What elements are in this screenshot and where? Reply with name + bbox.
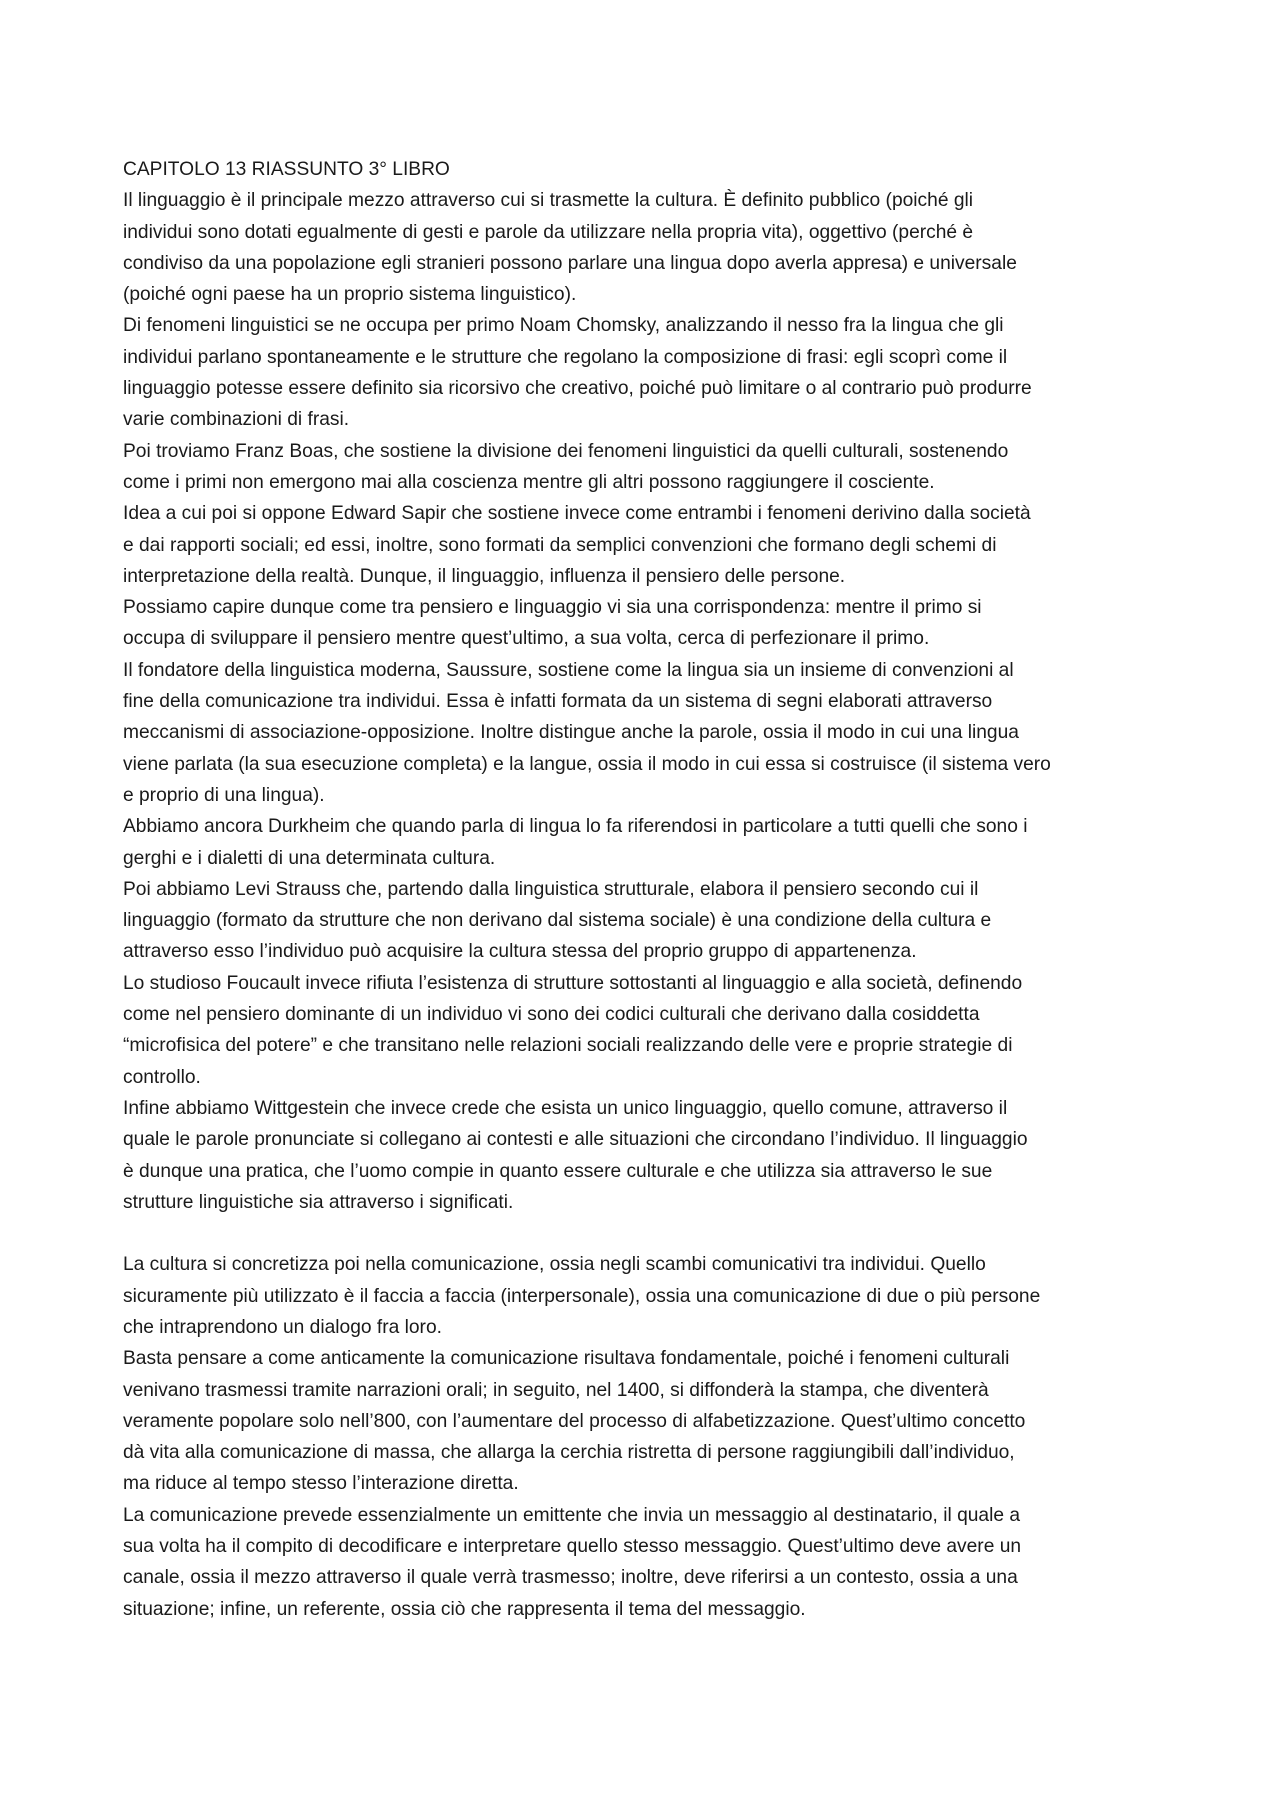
text-line: “microfisica del potere” e che transitano nelle relazioni sociali realizzando delle vere e proprie strategie di [123, 1035, 1013, 1057]
text-line: che intraprendono un dialogo fra loro. [123, 1316, 442, 1338]
text-line: fine della comunicazione tra individui. Essa è infatti formata da un sistema di segni elaborati attraverso [123, 691, 993, 713]
text-line: venivano trasmessi tramite narrazioni orali; in seguito, nel 1400, si diffonderà la stampa, che diventerà [123, 1379, 989, 1401]
text-line: Poi abbiamo Levi Strauss che, partendo dalla linguistica strutturale, elabora il pensiero secondo cui il [123, 878, 979, 900]
paragraph-gap [123, 1218, 1168, 1249]
text-line: dà vita alla comunicazione di massa, che allarga la cerchia ristretta di persone raggiungibili dall’individuo, [123, 1442, 1015, 1464]
text-line: occupa di sviluppare il pensiero mentre quest’ultimo, a sua volta, cerca di perfezionare il primo. [123, 628, 930, 650]
text-line: strutture linguistiche sia attraverso i significati. [123, 1191, 514, 1213]
text-line: quale le parole pronunciate si collegano ai contesti e alle situazioni che circondano l’individuo. Il linguaggio [123, 1129, 1028, 1151]
text-line: veramente popolare solo nell’800, con l’aumentare del processo di alfabetizzazione. Quest’ultimo concetto [123, 1410, 1026, 1432]
text-line: sicuramente più utilizzato è il faccia a faccia (interpersonale), ossia una comunicazione di due o più persone [123, 1285, 1041, 1307]
text-line: Lo studioso Foucault invece rifiuta l’esistenza di strutture sottostanti al linguaggio e alla società, definendo [123, 972, 1023, 994]
text-line: e dai rapporti sociali; ed essi, inoltre, sono formati da semplici convenzioni che formano degli schemi di [123, 534, 997, 556]
text-line: Poi troviamo Franz Boas, che sostiene la divisione dei fenomeni linguistici da quelli culturali, sostenendo [123, 440, 1009, 462]
text-line: controllo. [123, 1066, 201, 1088]
text-line: canale, ossia il mezzo attraverso il quale verrà trasmesso; inoltre, deve riferirsi a un contesto, ossia a una [123, 1567, 1018, 1589]
text-line: e proprio di una lingua). [123, 784, 325, 806]
text-line: situazione; infine, un referente, ossia ciò che rappresenta il tema del messaggio. [123, 1598, 806, 1620]
text-line: individui parlano spontaneamente e le strutture che regolano la composizione di frasi: egli scoprì come il [123, 346, 1008, 368]
text-line: sua volta ha il compito di decodificare e interpretare quello stesso messaggio. Quest’ultimo deve avere un [123, 1536, 1022, 1558]
text-line: varie combinazioni di frasi. [123, 409, 350, 431]
document-title: CAPITOLO 13 RIASSUNTO 3° LIBRO [123, 159, 450, 180]
text-line: come nel pensiero dominante di un individuo vi sono dei codici culturali che derivano dalla cosiddetta [123, 1004, 980, 1026]
text-line: linguaggio potesse essere definito sia ricorsivo che creativo, poiché può limitare o al contrario può produrre [123, 378, 1032, 400]
text-line: come i primi non emergono mai alla coscienza mentre gli altri possono raggiungere il cosciente. [123, 471, 935, 493]
text-line: Il linguaggio è il principale mezzo attraverso cui si trasmette la cultura. È definito pubblico (poiché gli [123, 190, 974, 212]
text-line: Idea a cui poi si oppone Edward Sapir che sostiene invece come entrambi i fenomeni derivino dalla società [123, 503, 1031, 525]
text-line: La comunicazione prevede essenzialmente un emittente che invia un messaggio al destinatario, il quale a [123, 1504, 1021, 1526]
text-line: è dunque una pratica, che l’uomo compie in quanto essere culturale e che utilizza sia attraverso le sue [123, 1160, 993, 1182]
text-line: Di fenomeni linguistici se ne occupa per primo Noam Chomsky, analizzando il nesso fra la lingua che gli [123, 315, 1004, 337]
document-page [123, 154, 1168, 1625]
text-line: ma riduce al tempo stesso l’interazione diretta. [123, 1473, 519, 1495]
text-line: gerghi e i dialetti di una determinata cultura. [123, 847, 496, 869]
text-line: Infine abbiamo Wittgestein che invece crede che esista un unico linguaggio, quello comune, attraverso il [123, 1097, 1008, 1119]
text-line: individui sono dotati egualmente di gesti e parole da utilizzare nella propria vita), oggettivo (perché è [123, 221, 974, 243]
text-line: (poiché ogni paese ha un proprio sistema linguistico). [123, 284, 577, 306]
text-line: viene parlata (la sua esecuzione completa) e la langue, ossia il modo in cui essa si costruisce (il sistema vero [123, 753, 1051, 775]
text-line: linguaggio (formato da strutture che non derivano dal sistema sociale) è una condizione della cultura e [123, 910, 992, 932]
text-line: condiviso da una popolazione egli stranieri possono parlare una lingua dopo averla appresa) e universale [123, 252, 1017, 274]
text-line: Il fondatore della linguistica moderna, Saussure, sostiene come la lingua sia un insieme di convenzioni al [123, 659, 1014, 681]
text-line: Possiamo capire dunque come tra pensiero e linguaggio vi sia una corrispondenza: mentre il primo si [123, 597, 982, 619]
document-body [123, 185, 1168, 1625]
text-line: Basta pensare a come anticamente la comunicazione risultava fondamentale, poiché i fenomeni culturali [123, 1348, 1010, 1370]
text-line: interpretazione della realtà. Dunque, il linguaggio, influenza il pensiero delle persone. [123, 565, 846, 587]
text-line: attraverso esso l’individuo può acquisire la cultura stessa del proprio gruppo di appartenenza. [123, 941, 917, 963]
text-line: meccanismi di associazione-opposizione. Inoltre distingue anche la parole, ossia il modo in cui una lingua [123, 722, 1019, 744]
text-line: La cultura si concretizza poi nella comunicazione, ossia negli scambi comunicativi tra individui. Quello [123, 1254, 986, 1276]
text-line: Abbiamo ancora Durkheim che quando parla di lingua lo fa riferendosi in particolare a tutti quelli che sono i [123, 816, 1028, 838]
